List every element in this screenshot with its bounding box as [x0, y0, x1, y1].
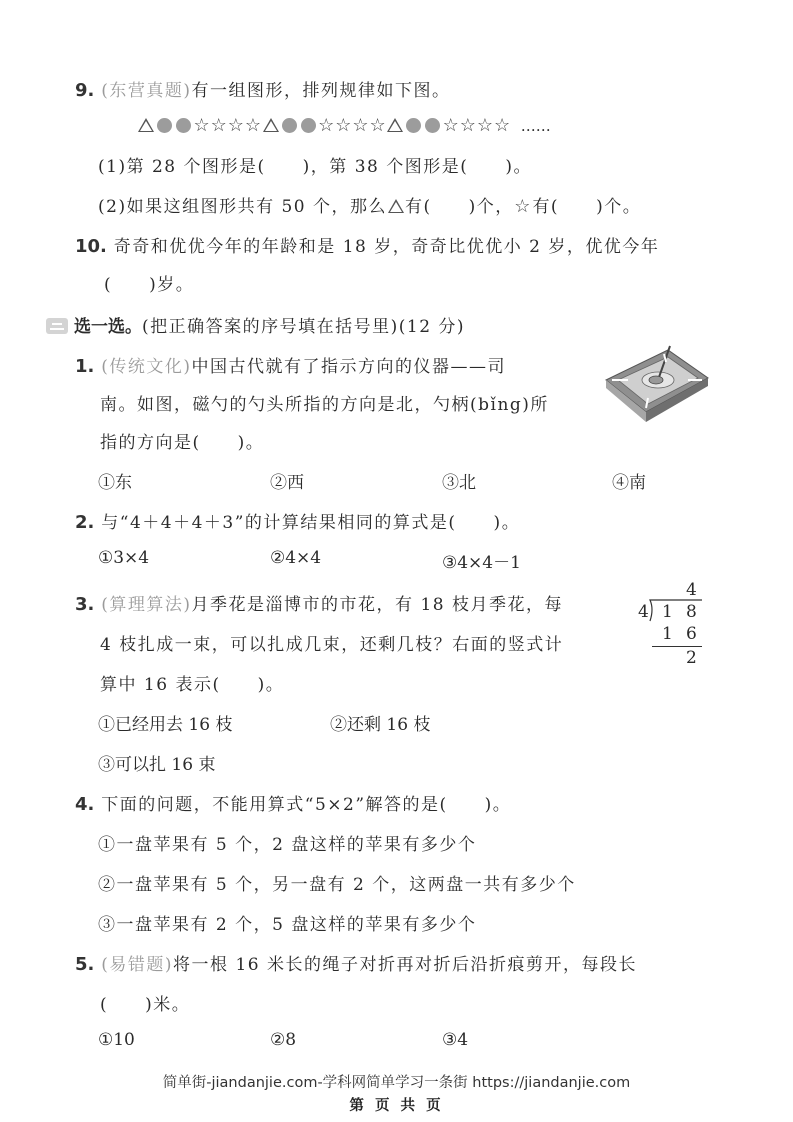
question-number: 2.	[75, 512, 95, 533]
star-icon: ☆	[459, 115, 476, 136]
s1-line2: 南。如图，磁勺的勺头所指的方向是北，勺柄(bǐng)所	[100, 395, 549, 415]
section-two-icon	[46, 318, 68, 334]
sinan-compass-image	[602, 340, 710, 426]
s1-option-4[interactable]: ④南	[612, 473, 646, 493]
question-text: 奇奇和优优今年的年龄和是 18 岁，奇奇比优优小 2 岁，优优今年	[113, 237, 660, 257]
star-icon: ☆	[352, 115, 369, 136]
question-text: 与“4＋4＋4＋3”的计算结果相同的算式是( )。	[101, 513, 521, 533]
s2-option-1[interactable]: ①3×4	[98, 548, 150, 568]
star-icon: ☆	[476, 115, 494, 136]
question-number: 10.	[75, 236, 107, 257]
circle-icon	[406, 118, 421, 133]
long-division	[636, 580, 706, 670]
q10-line2: ( )岁。	[104, 275, 195, 295]
q9-part1: (1)第 28 个图形是( )，第 38 个图形是( )。	[98, 157, 532, 177]
star-icon: ☆	[227, 115, 244, 136]
circle-icon	[425, 118, 440, 133]
division-product-ones: 6	[686, 624, 697, 644]
s3-line1	[75, 590, 563, 615]
q10-line1	[75, 232, 659, 257]
s4-option-2[interactable]: ②一盘苹果有 5 个，另一盘有 2 个，这两盘一共有多少个	[98, 875, 576, 895]
circle-icon	[301, 118, 316, 133]
shape-pattern	[137, 115, 551, 137]
question-text: 月季花是淄博市的市花，有 18 枝月季花，每	[191, 595, 563, 615]
section-description: (把正确答案的序号填在括号里)(12 分)	[142, 317, 466, 337]
question-tag: (东营真题)	[101, 81, 192, 101]
s3-option-1[interactable]: ①已经用去 16 枝	[98, 715, 233, 735]
s4-line	[75, 790, 511, 815]
star-icon: ☆	[494, 115, 511, 136]
division-dividend-tens: 1	[662, 602, 673, 622]
pattern-ellipsis: ……	[520, 117, 551, 135]
question-number: 5.	[75, 954, 95, 975]
triangle-icon	[388, 199, 404, 213]
footer-source: 简单街-jiandanjie.com-学科网简单学习一条街 https://jiandanjie.com	[162, 1075, 631, 1091]
s1-line1	[75, 352, 506, 377]
s5-line2: ( )米。	[100, 995, 191, 1015]
division-divisor: 4	[638, 602, 649, 622]
q9-part2	[98, 192, 641, 217]
question-tag: (传统文化)	[101, 357, 192, 377]
s2-line	[75, 508, 520, 533]
division-dividend-ones: 8	[686, 602, 697, 622]
s1-line3: 指的方向是( )。	[100, 433, 265, 453]
star-icon: ☆	[244, 115, 262, 136]
section-title: 选一选。	[74, 317, 142, 337]
page-number: 第 页 共 页	[349, 1098, 444, 1114]
question-tag: (易错题)	[101, 955, 174, 975]
triangle-icon	[387, 118, 403, 132]
question-number: 3.	[75, 594, 95, 615]
triangle-icon	[263, 118, 279, 132]
s3-line3: 算中 16 表示( )。	[100, 675, 285, 695]
q9-part2-text-c: 有( )个。	[532, 197, 642, 217]
section-header	[46, 312, 465, 337]
question-text: 中国古代就有了指示方向的仪器——司	[191, 357, 507, 377]
s3-line2: 4 枝扎成一束，可以扎成几束，还剩几枝？右面的竖式计	[100, 635, 564, 655]
s3-option-2[interactable]: ②还剩 16 枝	[330, 715, 431, 735]
star-icon: ☆	[514, 196, 532, 217]
star-icon: ☆	[318, 115, 335, 136]
s3-option-3[interactable]: ③可以扎 16 束	[98, 755, 216, 775]
s2-option-3[interactable]: ③4×4－1	[442, 553, 521, 573]
q9-part2-text-b: 有( )个，	[405, 197, 514, 217]
s5-option-3[interactable]: ③4	[442, 1030, 469, 1050]
s2-option-2[interactable]: ②4×4	[270, 548, 322, 568]
s5-option-2[interactable]: ②8	[270, 1030, 297, 1050]
division-product-tens: 1	[662, 624, 673, 644]
question-number: 1.	[75, 356, 95, 377]
division-quotient: 4	[686, 580, 697, 600]
question-text: 有一组图形，排列规律如下图。	[191, 81, 451, 101]
triangle-icon	[138, 118, 154, 132]
star-icon: ☆	[193, 115, 210, 136]
s1-option-3[interactable]: ③北	[442, 473, 476, 493]
question-number: 4.	[75, 794, 95, 815]
s5-option-1[interactable]: ①10	[98, 1030, 135, 1050]
s4-option-3[interactable]: ③一盘苹果有 2 个，5 盘这样的苹果有多少个	[98, 915, 477, 935]
star-icon: ☆	[442, 115, 459, 136]
star-icon: ☆	[210, 115, 227, 136]
question-number: 9.	[75, 80, 95, 101]
division-rule	[652, 646, 702, 647]
q9-line	[75, 76, 451, 101]
star-icon: ☆	[369, 115, 386, 136]
circle-icon	[176, 118, 191, 133]
circle-icon	[157, 118, 172, 133]
star-icon: ☆	[335, 115, 352, 136]
s1-option-2[interactable]: ②西	[270, 473, 304, 493]
circle-icon	[282, 118, 297, 133]
question-text: 下面的问题，不能用算式“5×2”解答的是( )。	[101, 795, 512, 815]
division-remainder: 2	[686, 648, 697, 668]
s5-line1	[75, 950, 637, 975]
q9-part2-text-a: (2)如果这组图形共有 50 个，那么	[98, 197, 388, 217]
s1-option-1[interactable]: ①东	[98, 473, 132, 493]
s4-option-1[interactable]: ①一盘苹果有 5 个，2 盘这样的苹果有多少个	[98, 835, 477, 855]
question-text: 将一根 16 米长的绳子对折再对折后沿折痕剪开，每段长	[173, 955, 637, 975]
question-tag: (算理算法)	[101, 595, 192, 615]
